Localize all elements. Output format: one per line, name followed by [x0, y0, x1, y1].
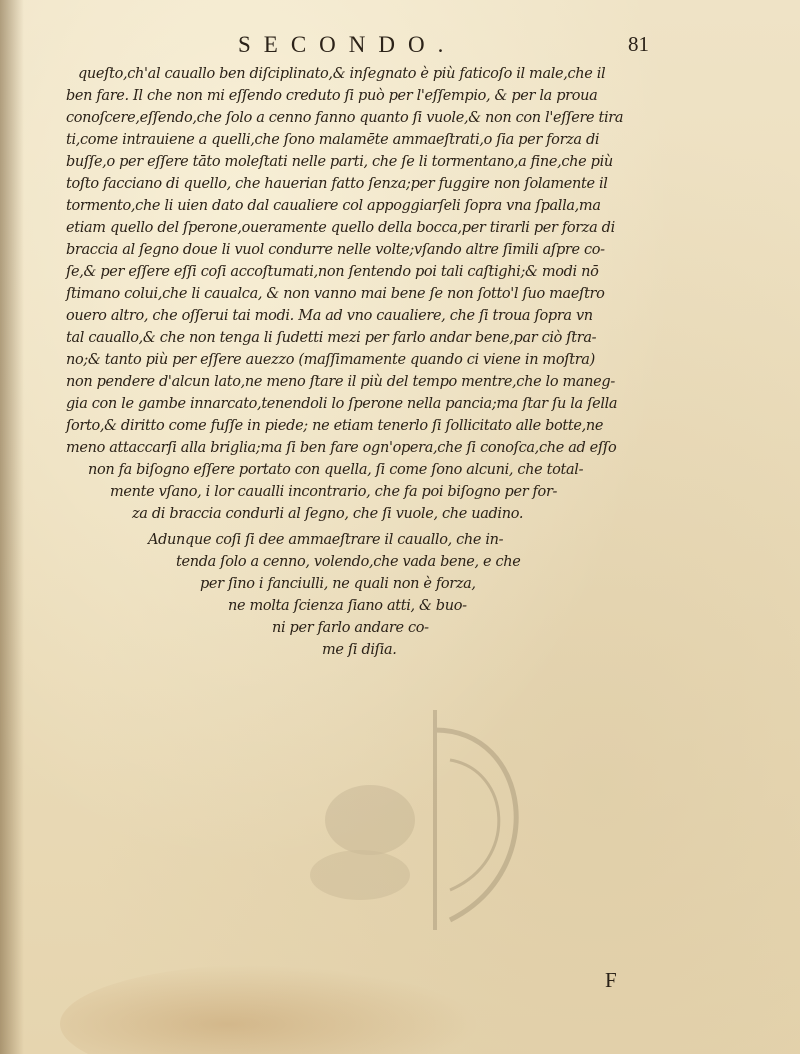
text-line: mente vſano, i lor caualli incontrario, che fa poi biſogno per for-: [110, 484, 558, 500]
text-line: ne molta ſcienza ſiano atti, & buo-: [228, 598, 467, 614]
signature-mark: F: [605, 968, 617, 992]
text-line: no;& tanto più per eſſere auezzo (maſſimamente quando ci viene in moſtra): [66, 352, 595, 368]
text-line: ni per farlo andare co-: [272, 620, 429, 636]
page-header: [0, 32, 800, 62]
page-number: 81: [628, 32, 649, 56]
text-line: gia con le gambe innarcato,tenendoli lo ſperone nella pancia;ma ſtar ſu la ſella: [66, 396, 618, 412]
text-line: ouero altro, che oſſerui tai modi. Ma ad vno caualiere, che ſi troua ſopra vn: [66, 308, 593, 324]
text-line: Adunque coſi ſi dee ammaeſtrare il cauallo, che in-: [148, 532, 504, 548]
text-line: ben fare. Il che non mi eſſendo creduto ſi può per l'eſſempio, & per la proua: [66, 88, 598, 104]
text-line: per ſino i fanciulli, ne quali non è forza,: [200, 576, 476, 592]
gutter-shadow: [0, 0, 24, 1054]
text-line: queſto,ch'al cauallo ben diſciplinato,& inſegnato è più faticoſo il male,che il: [78, 66, 606, 82]
text-line: ſorto,& diritto come fuſſe in piede; ne etiam tenerlo ſi ſollicitato alle botte,ne: [66, 418, 604, 434]
text-line: me ſi diſia.: [322, 642, 397, 658]
text-line: tenda ſolo a cenno, volendo,che vada bene, e che: [176, 554, 521, 570]
show-through-woodcut-icon: [300, 690, 560, 970]
text-line: ſe,& per eſſere eſſi coſi accoſtumati,non ſentendo poi tali caſtighi;& modi nō: [66, 264, 599, 280]
text-line: non fa biſogno eſſere portato con quella, ſi come ſono alcuni, che total-: [88, 462, 584, 478]
text-line: etiam quello del ſperone,oueramente quello della bocca,per tirarli per forza di: [66, 220, 615, 236]
text-line: tormento,che li uien dato dal caualiere col appoggiarſeli ſopra vna ſpalla,ma: [66, 198, 601, 214]
text-line: za di braccia condurli al ſegno, che ſi vuole, che uadino.: [132, 506, 524, 522]
text-line: ſtimano colui,che li caualca, & non vanno mai bene ſe non ſotto'l ſuo maeſtro: [66, 286, 605, 302]
text-line: toſto facciano di quello, che hauerian fatto ſenza;per fuggire non ſolamente il: [66, 176, 608, 192]
text-line: ti,come intrauiene a quelli,che ſono malamēte ammaeſtrati,o ſia per forza di: [66, 132, 600, 148]
text-line: tal cauallo,& che non tenga li ſudetti mezi per farlo andar bene,par ciò ſtra-: [66, 330, 597, 346]
text-line: buſſe,o per eſſere tāto moleſtati nelle parti, che ſe li tormentano,a fine,che più: [66, 154, 613, 170]
text-line: conoſcere,eſſendo,che ſolo a cenno fanno quanto ſi vuole,& non con l'eſſere tira: [66, 110, 624, 126]
text-line: braccia al ſegno doue li vuol condurre nelle volte;vſando altre ſimili aſpre co-: [66, 242, 605, 258]
water-stain: [60, 964, 480, 1054]
running-head: SECONDO.: [238, 32, 457, 57]
text-line: meno attaccarſi alla briglia;ma ſi ben fare ogn'opera,che ſi conoſca,che ad eſſo: [66, 440, 617, 456]
text-line: non pendere d'alcun lato,ne meno ſtare il più del tempo mentre,che lo maneg-: [66, 374, 615, 390]
